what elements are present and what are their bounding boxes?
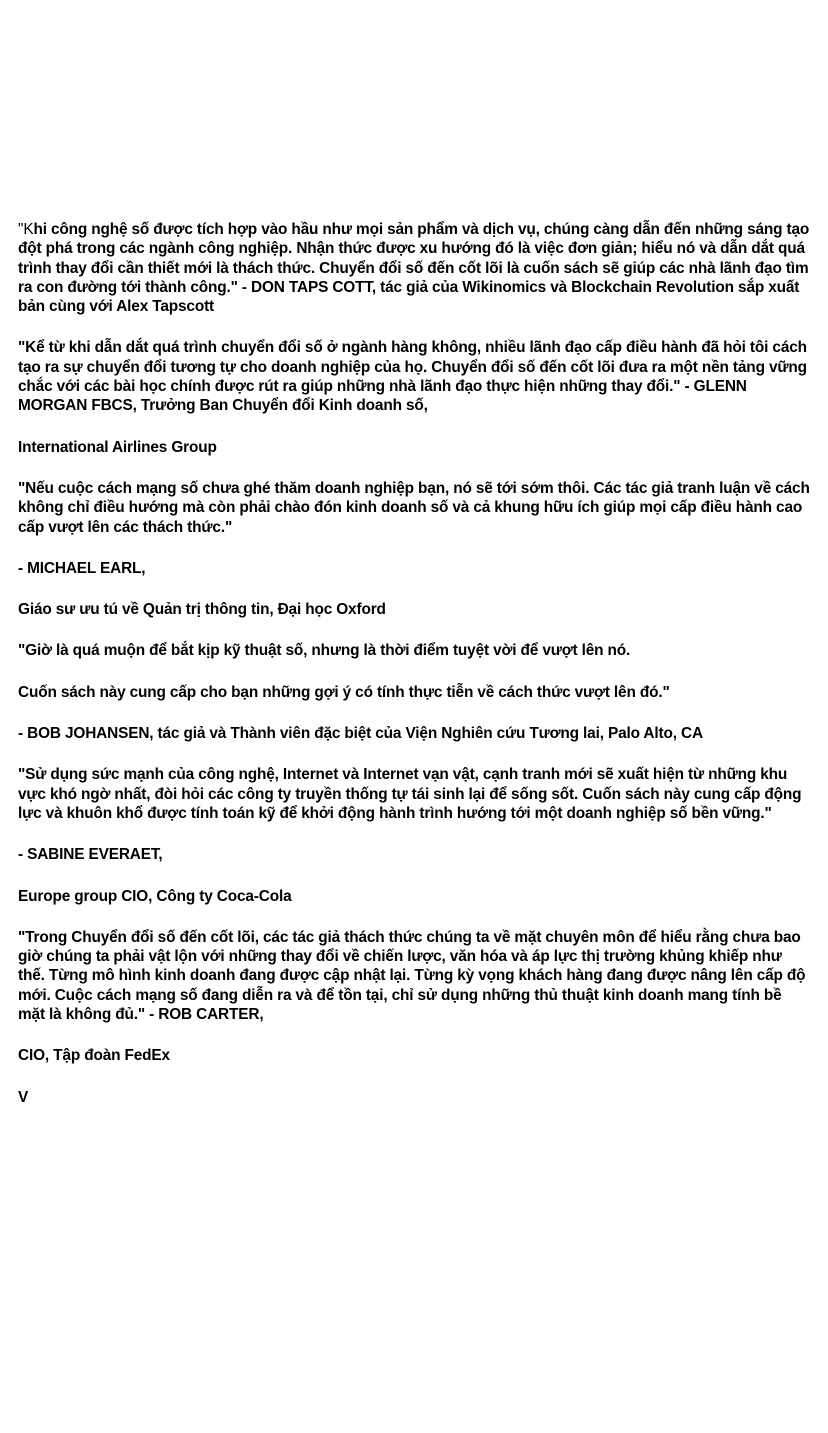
paragraph-author-everaet: - SABINE EVERAET, (18, 846, 163, 864)
paragraph-endorsement-everaet: "Sử dụng sức mạnh của công nghệ, Internet và Internet vạn vật, cạnh tranh mới sẽ xuất hiện từ những khu vực khó ngờ nhất, đòi hỏi các công ty truyền thống tự tái sinh lại để sống sốt. Cuốn sách này cung cấp động lực và khuôn khổ được tính toán kỹ để khởi động hành trình hướng tới một doanh nghiệp số bền vững." (18, 766, 802, 822)
paragraph-text: hi công nghệ số được tích hợp vào hầu như mọi sản phẩm và dịch vụ, chúng càng dẫn đến những sáng tạo đột phá trong các ngành công nghiệp. Nhận thức được xu hướng đó là việc đơn giản; hiểu nó và dẫn dắt quá trình thay đổi cần thiết mới là thách thức. Chuyển đổi số đến cốt lõi là cuốn sách sẽ giúp các nhà lãnh đạo tìm ra con đường tới thành công." - DON TAPS COTT, tác giả của Wikinomics và Blockchain Revolution sắp xuất bản cùng với Alex Tapscott (18, 221, 810, 316)
paragraph-endorsement-johansen-2: Cuốn sách này cung cấp cho bạn những gợi ý có tính thực tiễn về cách thức vượt lên đó." (18, 683, 670, 701)
paragraph-affiliation-iag: International Airlines Group (18, 438, 217, 456)
paragraph-author-johansen: - BOB JOHANSEN, tác giả và Thành viên đặc biệt của Viện Nghiên cứu Tương lai, Palo Alto, CA (18, 725, 703, 743)
paragraph-lead-text: "K (18, 221, 34, 238)
paragraph-affiliation-oxford: Giáo sư ưu tú về Quản trị thông tin, Đại học Oxford (18, 601, 386, 619)
paragraph-endorsement-carter: "Trong Chuyển đổi số đến cốt lõi, các tác giả thách thức chúng ta về mặt chuyên môn để hiểu rằng chưa bao giờ chúng ta phải vật lộn với những thay đổi về chiến lược, văn hóa và áp lực thị trường khủng khiếp như thế. Từng mô hình kinh doanh đang được cập nhật lại. Từng kỳ vọng khách hàng đang được nâng lên cấp độ mới. Cuộc cách mạng số đang diễn ra và để tồn tại, chỉ sử dụng những thủ thuật kinh doanh mang tính bề mặt là không đủ." - ROB CARTER, (18, 928, 806, 1024)
paragraph-endorsement-johansen-1: "Giờ là quá muộn để bắt kịp kỹ thuật số, nhưng là thời điểm tuyệt vời để vượt lên nó. (18, 642, 631, 660)
paragraph-author-earl: - MICHAEL EARL, (18, 559, 146, 577)
paragraph-endorsement-morgan: "Kể từ khi dẫn dắt quá trình chuyển đổi số ở ngành hàng không, nhiều lãnh đạo cấp điều hành đã hỏi tôi cách tạo ra sự chuyển đổi tương tự cho doanh nghiệp của họ. Chuyển đổi số đến cốt lõi đưa ra một nền tảng vững chắc với các bài học chính được rút ra giúp những nhà lãnh đạo thực hiện những thay đổi." - GLENN MORGAN FBCS, Trưởng Ban Chuyển đổi Kinh doanh số, (18, 339, 807, 415)
paragraph-affiliation-cocacola: Europe group CIO, Công ty Coca-Cola (18, 887, 292, 905)
document-page (18, 220, 810, 1129)
paragraph-page-mark: V (18, 1088, 29, 1106)
paragraph-endorsement-earl: "Nếu cuộc cách mạng số chưa ghé thăm doanh nghiệp bạn, nó sẽ tới sớm thôi. Các tác giả tranh luận về cách không chỉ điều hướng mà còn phải chào đón kinh doanh số và cả khung hữu ích giúp mọi cấp điều hành cao cấp vượt lên các thách thức." (18, 479, 810, 536)
paragraph-affiliation-fedex: CIO, Tập đoàn FedEx (18, 1047, 170, 1065)
paragraph-endorsement-tapscott (18, 220, 810, 316)
